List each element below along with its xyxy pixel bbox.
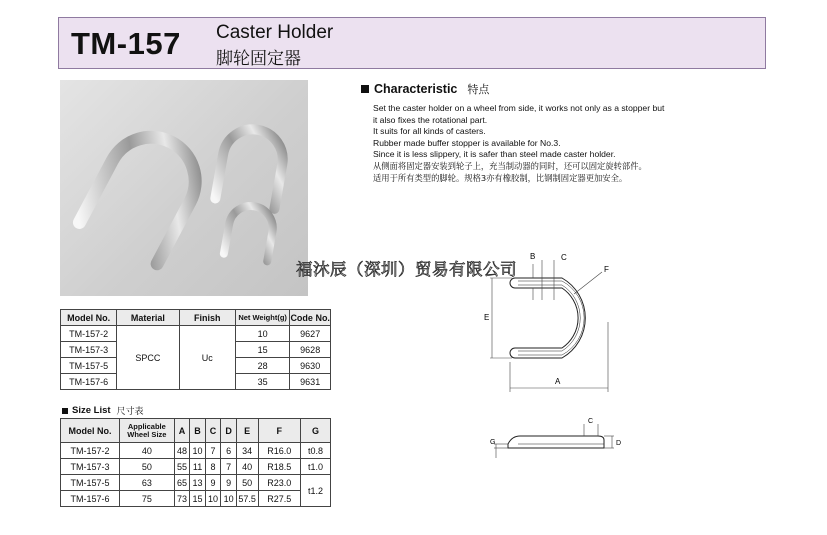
dim-label-b: B — [530, 252, 536, 261]
cell: 15 — [190, 491, 206, 507]
table-row — [61, 491, 331, 507]
cell: TM-157-3 — [61, 459, 120, 475]
column-header: G — [300, 419, 330, 443]
cell: 65 — [174, 475, 190, 491]
column-header: F — [258, 419, 300, 443]
column-header: A — [174, 419, 190, 443]
characteristic-line: It suits for all kinds of casters. — [373, 126, 486, 137]
dim-label-f: F — [604, 265, 609, 274]
finish-cell: Uc — [179, 326, 235, 390]
material-cell: SPCC — [117, 326, 179, 390]
size-list-heading — [62, 404, 144, 417]
model-cell: TM-157-5 — [61, 358, 117, 374]
cell: 10 — [190, 443, 206, 459]
size-list-title-cn: 尺寸表 — [116, 407, 144, 417]
size-list-title: Size List — [72, 405, 111, 416]
code-cell: 9627 — [290, 326, 331, 342]
cell: 8 — [205, 459, 221, 475]
model-cell: TM-157-2 — [61, 326, 117, 342]
cell: 75 — [119, 491, 174, 507]
code-cell: 9628 — [290, 342, 331, 358]
cell: 57.5 — [236, 491, 258, 507]
cell: R27.5 — [258, 491, 300, 507]
dim-label-a: A — [555, 377, 561, 386]
cell: 9 — [205, 475, 221, 491]
cell: TM-157-2 — [61, 443, 120, 459]
cell: 11 — [190, 459, 206, 475]
table-row — [61, 459, 331, 475]
cell: 7 — [205, 443, 221, 459]
cell: 48 — [174, 443, 190, 459]
cell: TM-157-6 — [61, 491, 120, 507]
product-title-cn: 脚轮固定器 — [216, 49, 301, 69]
caster-holder-photo — [60, 80, 308, 296]
dim-label-e: E — [484, 313, 490, 322]
table-row — [61, 475, 331, 491]
characteristic-section — [361, 81, 721, 184]
cell: 9 — [221, 475, 237, 491]
column-header: C — [205, 419, 221, 443]
weight-cell: 35 — [235, 374, 290, 390]
square-bullet-icon — [361, 85, 369, 93]
model-code: TM-157 — [71, 26, 181, 61]
model-table — [60, 309, 331, 390]
cell: 10 — [221, 491, 237, 507]
cell: 7 — [221, 459, 237, 475]
cell: 10 — [205, 491, 221, 507]
cell: t0.8 — [300, 443, 330, 459]
title-header — [58, 17, 766, 69]
column-header: Model No. — [61, 310, 117, 326]
product-photo — [60, 80, 308, 296]
characteristic-title: Characteristic — [374, 82, 458, 96]
column-header: Applicable Wheel Size — [119, 419, 174, 443]
cell: 63 — [119, 475, 174, 491]
cell: R18.5 — [258, 459, 300, 475]
size-list-table — [60, 418, 331, 507]
column-header: Material — [117, 310, 179, 326]
characteristic-line: it also fixes the rotational part. — [373, 114, 488, 125]
square-bullet-icon — [62, 408, 68, 414]
product-title-en: Caster Holder — [216, 22, 334, 43]
cell: 50 — [236, 475, 258, 491]
dim-label-c-side: C — [588, 418, 594, 425]
weight-cell: 10 — [235, 326, 290, 342]
cell: t1.0 — [300, 459, 330, 475]
column-header: Model No. — [61, 419, 120, 443]
code-cell: 9631 — [290, 374, 331, 390]
column-header: D — [221, 419, 237, 443]
characteristic-line: Set the caster holder on a wheel from side, it works not only as a stopper but — [373, 103, 665, 113]
dim-label-d: D — [616, 440, 622, 447]
characteristic-title-cn: 特点 — [467, 83, 490, 96]
dim-label-g: G — [490, 439, 496, 446]
column-header: Net Weight(g) — [235, 310, 290, 326]
model-cell: TM-157-6 — [61, 374, 117, 390]
cell: 50 — [119, 459, 174, 475]
characteristic-line-cn: 适用于所有类型的脚轮。规格3亦有橡胶制，比钢制固定器更加安全。 — [373, 172, 628, 183]
characteristic-line-cn: 从侧面将固定器安装到轮子上，充当制动器的同时，还可以固定旋转部件。 — [373, 160, 647, 171]
watermark: 福沐辰（深圳）贸易有限公司 — [296, 260, 517, 279]
column-header: Finish — [179, 310, 235, 326]
cell: R23.0 — [258, 475, 300, 491]
weight-cell: 15 — [235, 342, 290, 358]
characteristic-line: Since it is less slippery, it is safer than steel made caster holder. — [373, 149, 616, 160]
cell: 6 — [221, 443, 237, 459]
column-header: Code No. — [290, 310, 331, 326]
table-row — [61, 326, 331, 342]
column-header: E — [236, 419, 258, 443]
characteristic-text — [361, 103, 721, 184]
cell: 40 — [236, 459, 258, 475]
column-header: B — [190, 419, 206, 443]
cell: 55 — [174, 459, 190, 475]
weight-cell: 28 — [235, 358, 290, 374]
code-cell: 9630 — [290, 358, 331, 374]
cell: R16.0 — [258, 443, 300, 459]
characteristic-line: Rubber made buffer stopper is available for No.3. — [373, 137, 561, 148]
cell: 40 — [119, 443, 174, 459]
dim-label-c: C — [561, 253, 567, 262]
top-view-drawing — [470, 250, 630, 400]
side-view-drawing — [486, 414, 626, 470]
cell: 34 — [236, 443, 258, 459]
characteristic-heading — [361, 81, 721, 97]
cell: TM-157-5 — [61, 475, 120, 491]
cell: t1.2 — [300, 475, 330, 507]
table-row — [61, 443, 331, 459]
cell: 13 — [190, 475, 206, 491]
cell: 73 — [174, 491, 190, 507]
model-cell: TM-157-3 — [61, 342, 117, 358]
